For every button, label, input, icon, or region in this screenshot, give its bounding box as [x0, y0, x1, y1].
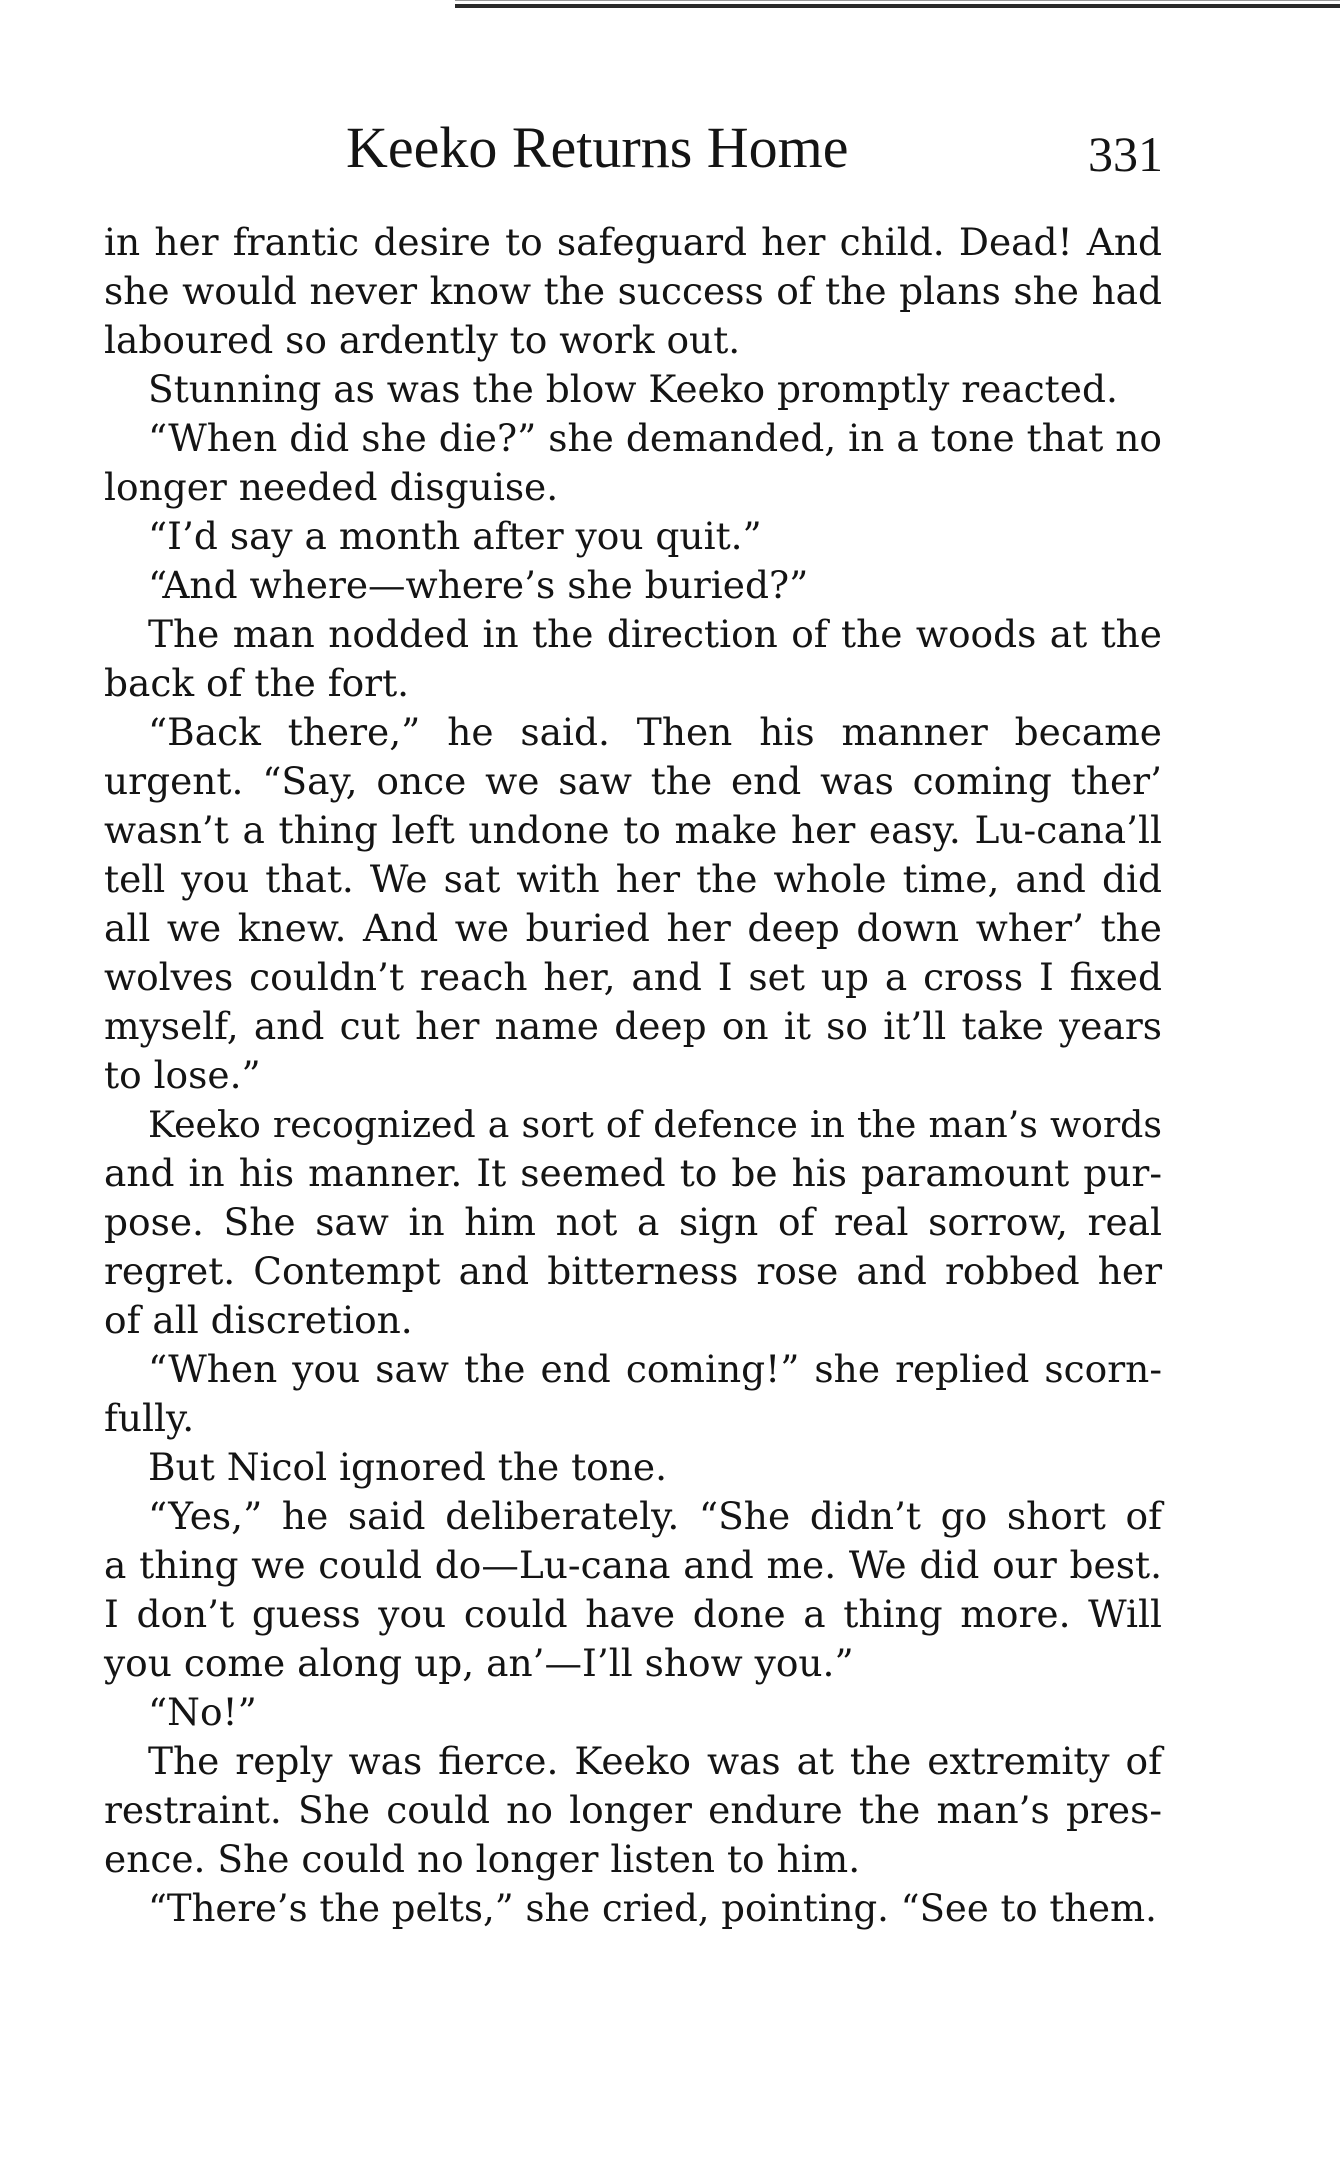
- text-line: regret. Contempt and bitterness rose and robbed her: [104, 1249, 1162, 1293]
- text-line: all we knew. And we buried her deep down wher’ the: [104, 906, 1162, 950]
- text-line: Keeko recognized a sort of defence in the man’s words: [148, 1103, 1162, 1146]
- text-line: “There’s the pelts,” she cried, pointing. “See to them.: [148, 1887, 1157, 1930]
- text-line: urgent. “Say, once we saw the end was coming ther’: [104, 759, 1162, 803]
- text-line: Stunning as was the blow Keeko promptly reacted.: [148, 367, 1118, 411]
- text-line: “I’d say a month after you quit.”: [148, 514, 762, 558]
- text-line: ence. She could no longer listen to him.: [104, 1837, 861, 1881]
- text-line: restraint. She could no longer endure the man’s pres-: [104, 1788, 1162, 1832]
- text-line: “When did she die?” she demanded, in a tone that no: [148, 416, 1162, 460]
- top-edge-line: [455, 0, 1340, 1]
- text-line: and in his manner. It seemed to be his paramount pur-: [104, 1151, 1162, 1195]
- text-line: tell you that. We sat with her the whole time, and did: [104, 857, 1162, 901]
- running-title: Keeko Returns Home: [346, 115, 849, 180]
- text-line: “When you saw the end coming!” she replied scorn-: [148, 1347, 1162, 1391]
- page-number: 331: [1088, 126, 1163, 182]
- text-line: wolves couldn’t reach her, and I set up a cross I fixed: [104, 955, 1162, 999]
- body-text: [104, 218, 1162, 1933]
- text-line: wasn’t a thing left undone to make her easy. Lu-cana’ll: [104, 808, 1162, 852]
- text-line: I don’t guess you could have done a thing more. Will: [104, 1592, 1162, 1636]
- text-line: pose. She saw in him not a sign of real sorrow, real: [104, 1200, 1162, 1244]
- text-line: “And where—where’s she buried?”: [148, 563, 809, 607]
- text-line: back of the fort.: [104, 661, 410, 705]
- text-line: of all discretion.: [104, 1298, 413, 1342]
- text-line: “No!”: [148, 1690, 257, 1734]
- text-line: you come along up, an’—I’ll show you.”: [104, 1641, 854, 1685]
- text-line: she would never know the success of the plans she had: [104, 269, 1162, 313]
- text-line: fully.: [104, 1396, 195, 1440]
- text-line: myself, and cut her name deep on it so it’ll take years: [104, 1004, 1162, 1048]
- text-line: a thing we could do—Lu-cana and me. We did our best.: [104, 1543, 1162, 1587]
- text-line: to lose.”: [104, 1053, 261, 1097]
- text-line: The man nodded in the direction of the woods at the: [148, 612, 1162, 656]
- page-header: [0, 108, 1340, 188]
- text-line: But Nicol ignored the tone.: [148, 1445, 668, 1489]
- text-line: The reply was fierce. Keeko was at the extremity of: [148, 1739, 1162, 1783]
- top-edge-rule: [455, 4, 1340, 8]
- text-line: in her frantic desire to safeguard her child. Dead! And: [104, 220, 1162, 264]
- text-line: “Yes,” he said deliberately. “She didn’t go short of: [148, 1494, 1162, 1538]
- text-line: “Back there,” he said. Then his manner became: [148, 710, 1162, 754]
- text-line: longer needed disguise.: [104, 465, 559, 509]
- text-line: laboured so ardently to work out.: [104, 318, 741, 362]
